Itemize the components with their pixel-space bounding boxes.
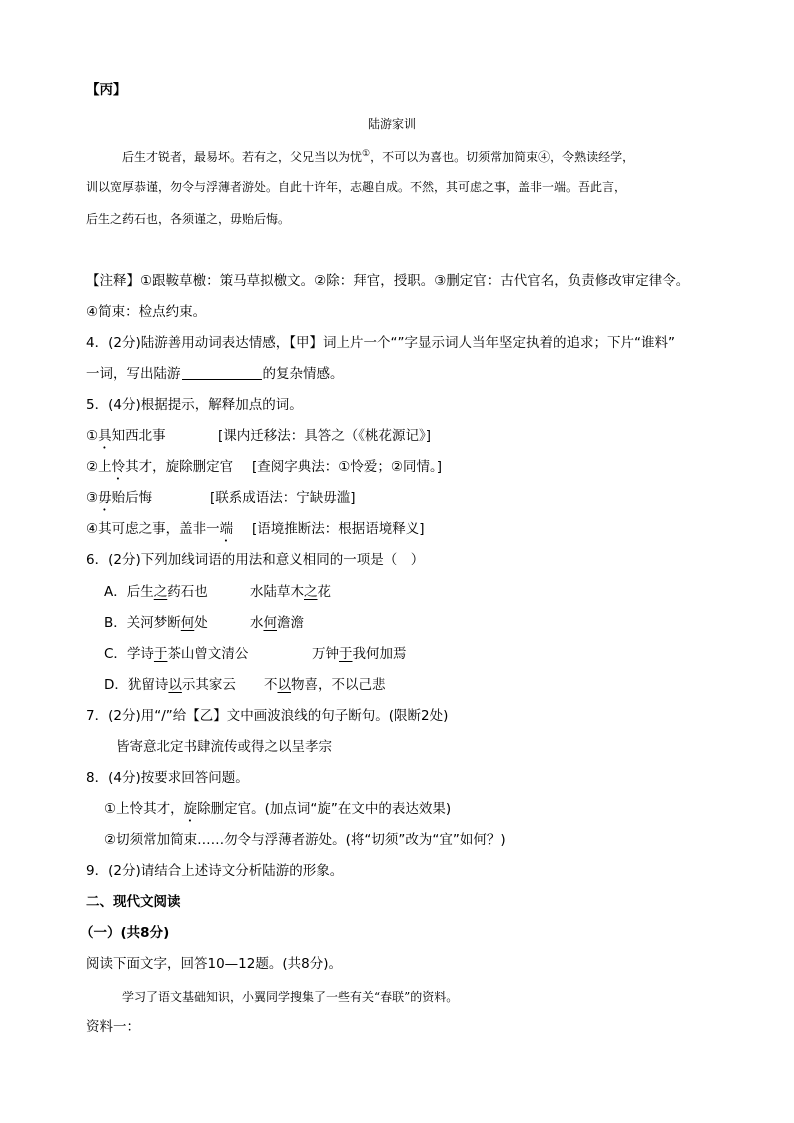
q6-stem: 6．(2分)下列加线词语的用法和意义相同的一项是（ ）: [86, 552, 425, 568]
reading-intro: 阅读下面文字，回答10—12题。(共8分)。: [86, 956, 342, 972]
q4-line-2: [86, 364, 344, 384]
q5-item-4-pre: ④其可虑之事，盖非一: [86, 521, 220, 537]
passage-line-1-b: ，不可以为喜也。切须常加简束④，令熟读经学，: [370, 150, 635, 164]
q6-option-b[interactable]: [104, 613, 208, 633]
q6-option-c-compare: [312, 644, 407, 664]
q4-line-1: 4．(2分)陆游善用动词表达情感，【甲】词上片一个“”字显示词人当年坚定执着的追求；下片“谁料”: [86, 335, 675, 351]
q9-stem: 9．(2分)请结合上述诗文分析陆游的形象。: [86, 863, 344, 879]
q6-option-d-compare: [264, 675, 386, 695]
option-d-text-1: 犹留诗: [127, 677, 169, 693]
section-2-heading: 二、现代文阅读: [86, 894, 181, 910]
q5-item-3-pre: ③: [86, 490, 99, 506]
section-bing-label: 【丙】: [86, 82, 127, 98]
option-c-underlined-1: 于: [153, 646, 168, 662]
option-d-underlined-2: 以: [277, 677, 291, 693]
passage-line-1: [122, 144, 634, 167]
option-a-text-3: 水陆草木: [250, 584, 304, 600]
material-intro: 学习了语文基础知识，小翼同学搜集了一些有关“春联”的资料。: [122, 990, 459, 1004]
q5-item-3-hint: [联系成语法：宁缺毋滥]: [210, 490, 356, 506]
option-b-text-2: 处: [194, 615, 208, 631]
option-c-text-4: 我何加焉: [352, 646, 407, 662]
q7-sentence: 皆寄意北定书肆流传或得之以呈孝宗: [116, 739, 332, 755]
q5-item-1-hint: [课内迁移法：具答之（《桃花源记》]: [218, 428, 432, 444]
option-c-label: C．: [104, 646, 127, 662]
passage-line-2: 训以宽厚恭谨，勿令与浮薄者游处。自此十许年，志趣自成。不然，其可虑之事，盖非一端。吾此言，: [86, 180, 627, 194]
option-c-text-1: 学诗: [126, 646, 154, 662]
q8-item-1: [104, 799, 451, 825]
q7-stem: 7．(2分)用“/”给【乙】文中画波浪线的句子断句。(限断2处): [86, 708, 449, 724]
option-c-underlined-2: 于: [339, 646, 353, 662]
q5-item-1-post: 知西北事: [111, 428, 166, 444]
q5-item-4: [86, 519, 233, 545]
option-b-underlined-1: 何: [180, 615, 195, 631]
subsection-1-heading: （一）(共8分): [80, 925, 170, 941]
option-b-text-4: 澹澹: [277, 615, 304, 631]
q5-item-1: [86, 426, 166, 452]
option-d-text-4: 物喜，不以己悲: [291, 677, 386, 693]
q8-item-2: ②切须常加简束……勿令与浮薄者游处。(将“切须”改为“宜”如何？): [104, 832, 506, 848]
q5-item-4-hint: [语境推断法：根据语境释义]: [252, 521, 425, 537]
option-a-underlined-2: 之: [304, 584, 318, 600]
q6-option-a-compare: [250, 582, 331, 602]
q5-item-2: [86, 457, 233, 483]
option-a-text-2: 药石也: [167, 584, 208, 600]
q4-line-2-a: 一词，写出陆游: [86, 366, 181, 382]
footnote-marker: ①: [362, 149, 371, 159]
q4-line-2-b: 的复杂情感。: [262, 366, 344, 382]
option-c-text-2: 茶山曾文清公: [167, 646, 249, 662]
answer-blank[interactable]: [182, 365, 262, 380]
notes-line-2: ④简束：检点约束。: [86, 304, 207, 320]
notes-line-1: 【注释】①跟鞍草檄：策马草拟檄文。②除：拜官，授职。③删定官：古代官名，负责修改审定律令。: [86, 273, 690, 289]
q5-item-1-pre: ①: [86, 428, 99, 444]
q5-item-2-pre: ②上: [86, 459, 112, 475]
passage-line-1-a: 后生才锐者，最易坏。若有之，父兄当以为忧: [122, 150, 363, 164]
option-c-text-3: 万钟: [312, 646, 339, 662]
q5-item-2-hint: [查阅字典法：①怜爱；②同情。]: [252, 459, 442, 475]
option-d-label: D．: [104, 677, 128, 693]
q6-option-b-compare: [250, 613, 304, 633]
option-b-label: B．: [104, 615, 127, 631]
q8-item-1-b: 除删定官。(加点词“旋”在文中的表达效果): [197, 801, 452, 817]
q5-item-3-dotted: 毋: [98, 490, 112, 506]
material-1-label: 资料一：: [86, 1019, 140, 1035]
option-d-underlined-1: 以: [168, 677, 182, 693]
q5-item-4-dotted: 端: [219, 521, 234, 537]
q5-item-2-post: 其才，旋除删定官: [125, 459, 234, 475]
option-a-underlined-1: 之: [153, 584, 168, 600]
option-a-text-1: 后生: [126, 584, 154, 600]
q6-option-d[interactable]: [104, 675, 236, 695]
option-a-label: A．: [104, 584, 127, 600]
q5-item-2-dotted: 怜: [111, 459, 126, 475]
passage-line-3: 后生之药石也，各须谨之，毋贻后悔。: [86, 212, 291, 226]
q5-stem: 5．(4分)根据提示，解释加点的词。: [86, 397, 303, 413]
passage-title: 陆游家训: [368, 117, 417, 131]
q5-item-3-post: 贻后悔: [111, 490, 153, 506]
option-d-text-2: 示其家云: [181, 677, 236, 693]
q8-item-1-a: ①上怜其才，: [104, 801, 184, 817]
q6-option-a[interactable]: [104, 582, 208, 602]
q5-item-3: [86, 488, 152, 514]
option-b-text-1: 关河梦断: [126, 615, 181, 631]
q8-stem: 8．(4分)按要求回答问题。: [86, 770, 249, 786]
q6-option-c[interactable]: [104, 644, 248, 664]
option-d-text-3: 不: [264, 677, 278, 693]
option-a-text-4: 花: [317, 584, 331, 600]
q8-item-1-dotted: 旋: [183, 801, 198, 817]
option-b-text-3: 水: [250, 615, 264, 631]
option-b-underlined-2: 何: [263, 615, 277, 631]
q5-item-1-dotted: 具: [98, 428, 112, 444]
